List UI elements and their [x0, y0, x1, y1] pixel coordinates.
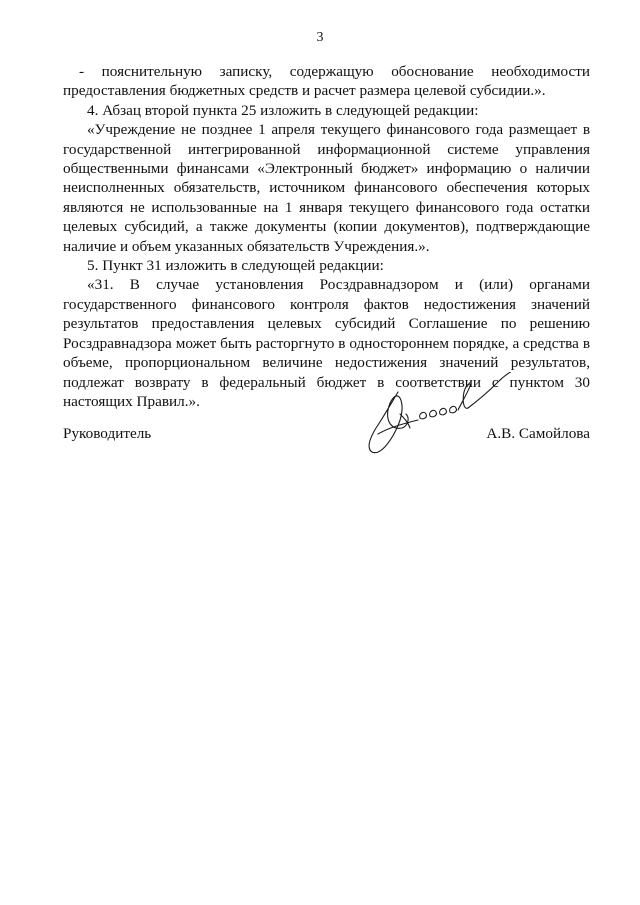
page-number: 3 [316, 30, 324, 45]
paragraph-item-4: 4. Абзац второй пункта 25 изложить в следующей редакции: [87, 101, 479, 119]
document-body [63, 62, 590, 411]
paragraph-explanatory-note: - пояснительную записку, содержащую обоснование необходимости предоставления бюджетных средств и расчет размера целевой субсидии.». [63, 63, 590, 100]
paragraph-item-5-text: «31. В случае установления Росздравнадзором и (или) органами государственного финансового контроля фактов недостижения значений результатов предоставления целевых субсидий Соглашение по решению Росздравнадзора может быть расторгнуто в одностороннем порядке, а средства в объеме, пропорциональном величине недостижения значений результатов, подлежат возврату в федеральный бюджет в соответствии с пунктом 30 настоящих Правил.». [63, 276, 590, 410]
signer-position: Руководитель [63, 425, 152, 442]
handwritten-signature [358, 372, 528, 462]
paragraph-item-5: 5. Пункт 31 изложить в следующей редакции: [87, 257, 384, 275]
paragraph-item-4-text: «Учреждение не позднее 1 апреля текущего финансового года размещает в государственной интегрированной информационной системе управления общественными финансами «Электронный бюджет» информацию о наличии неисполненных обязательств, источником финансового обеспечения которых являются не использованные на 1 января текущего финансового года остатки целевых субсидий, а также документы (копии документов), подтверждающие наличие и объем указанных обязательств Учреждения.». [63, 121, 590, 255]
signer-name: А.В. Самойлова [486, 425, 590, 442]
